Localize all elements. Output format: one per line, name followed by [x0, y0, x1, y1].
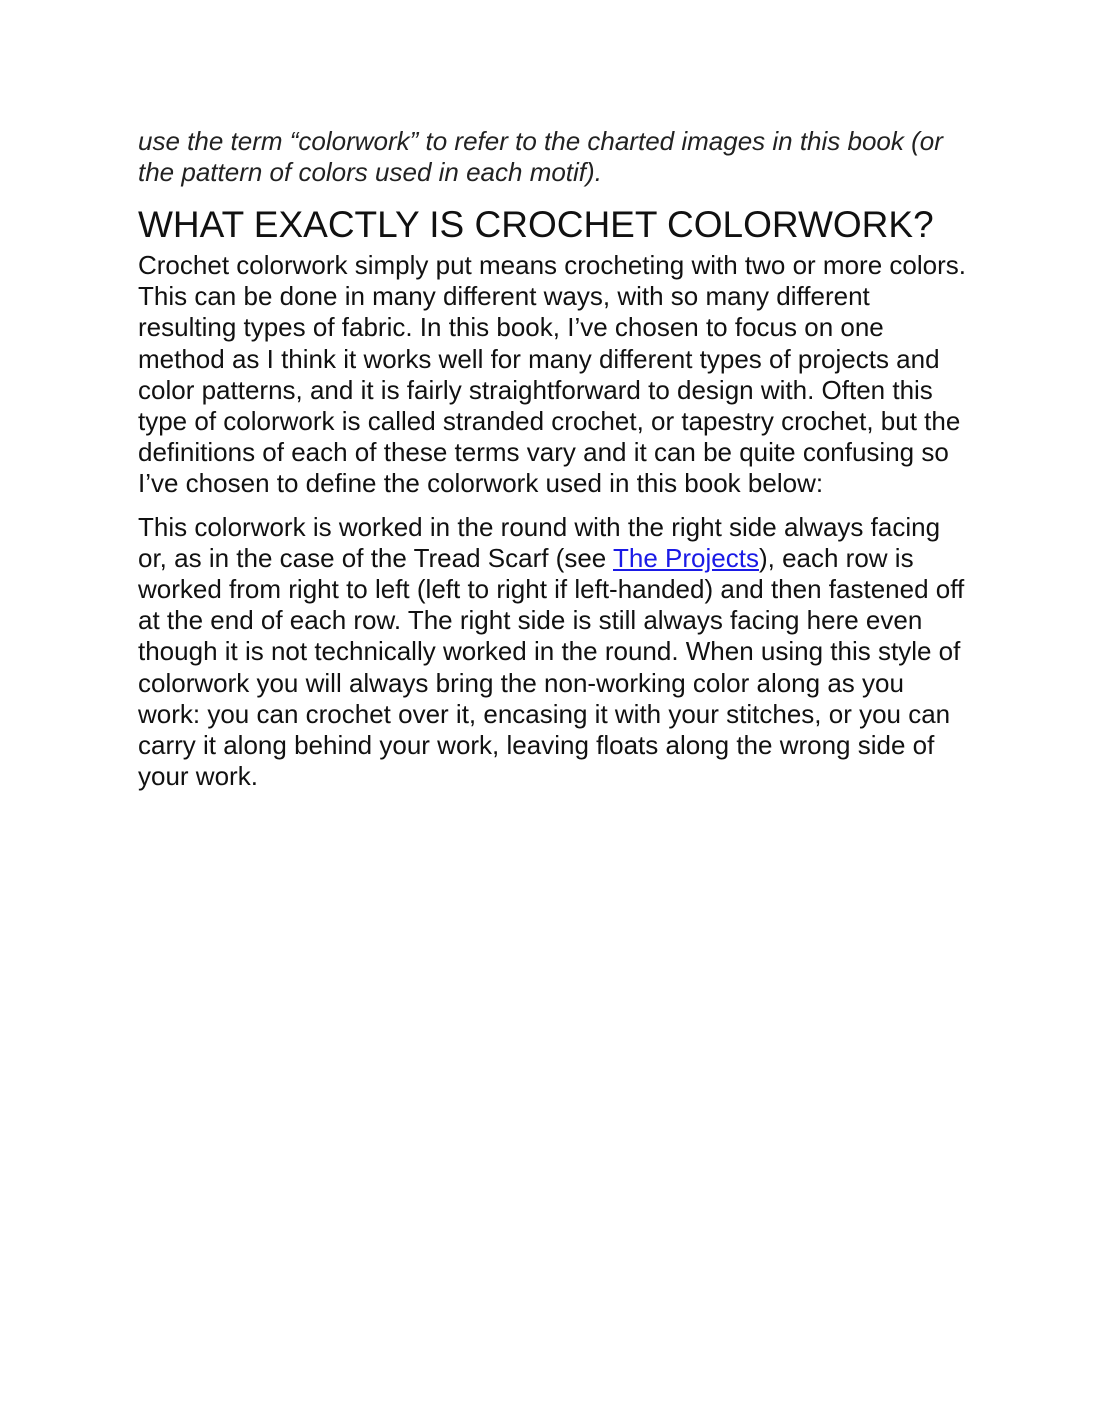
document-page — [138, 126, 968, 804]
the-projects-link[interactable]: The Projects — [613, 542, 759, 573]
paragraph-2-text-before-link: This colorwork is worked in the round with the right side always facing or, as in the case of the Tread Scarf (see — [138, 511, 941, 573]
body-paragraph-2 — [138, 512, 968, 793]
section-heading: WHAT EXACTLY IS CROCHET COLORWORK? — [138, 204, 934, 245]
paragraph-2-text-after-link: ), each row is worked from right to left (left to right if left-handed) and then fastened off at the end of each row. The right side is still always facing here even though it is not technically worked in the round. When using this style of colorwork you will always bring the non-working color along as you work: you can crochet over it, encasing it with your stitches, or you can carry it along behind your work, leaving floats along the wrong side of your work. — [138, 542, 965, 792]
body-paragraph-1: Crochet colorwork simply put means crocheting with two or more colors. This can be done in many different ways, with so many different resulting types of fabric. In this book, I’ve chosen to focus on one method as I think it works well for many different types of projects and color patterns, and it is fairly straightforward to design with. Often this type of colorwork is called stranded crochet, or tapestry crochet, but the definitions of each of these terms vary and it can be quite confusing so I’ve chosen to define the colorwork used in this book below: — [138, 250, 966, 499]
intro-paragraph: use the term “colorwork” to refer to the charted images in this book (or the pattern of colors used in each motif). — [138, 126, 943, 187]
